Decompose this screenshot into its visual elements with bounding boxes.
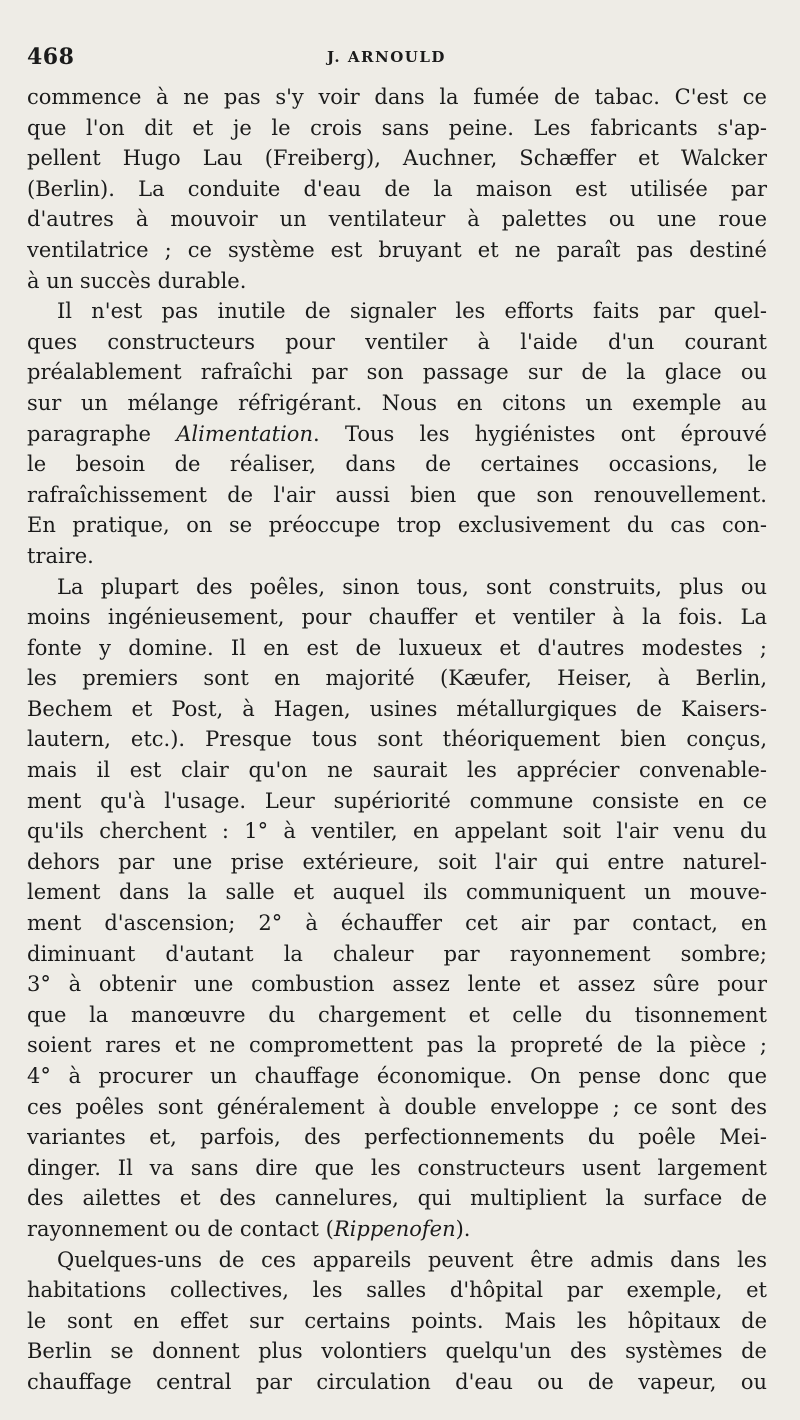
text-line: lautern, etc.). Presque tous sont théoriquement bien conçus, [27, 727, 767, 752]
text-line: que l'on dit et je le crois sans peine. Les fabricants s'ap- [27, 115, 767, 140]
paragraph [27, 82, 767, 296]
paragraph [27, 572, 767, 1245]
text-line: ventilatrice ; ce système est bruyant et ne paraît pas destiné [27, 237, 767, 262]
text-line: ques constructeurs pour ventiler à l'aide d'un courant [27, 329, 767, 354]
text-line: que la manœuvre du chargement et celle du tisonnement [27, 1002, 767, 1027]
text-line: les premiers sont en majorité (Kæufer, Heiser, à Berlin, [27, 666, 767, 691]
page-header [27, 44, 767, 74]
text-line: rayonnement ou de contact (Rippenofen). [27, 1216, 471, 1241]
text-line: Bechem et Post, à Hagen, usines métallurgiques de Kaisers- [27, 696, 767, 721]
text-line: dehors par une prise extérieure, soit l'air qui entre naturel- [27, 849, 767, 874]
text-line: dinger. Il va sans dire que les constructeurs usent largement [27, 1155, 767, 1180]
text-line: le sont en effet sur certains points. Mais les hôpitaux de [27, 1308, 767, 1333]
text-line: sur un mélange réfrigérant. Nous en citons un exemple au [27, 390, 767, 415]
text-line: habitations collectives, les salles d'hôpital par exemple, et [27, 1278, 767, 1303]
text-line: (Berlin). La conduite d'eau de la maison est utilisée par [27, 176, 767, 201]
text-line: variantes et, parfois, des perfectionnements du poêle Mei- [27, 1125, 767, 1150]
text-line: à un succès durable. [27, 268, 247, 293]
text-line: paragraphe Alimentation. Tous les hygiénistes ont éprouvé [27, 421, 767, 446]
text-line: rafraîchissement de l'air aussi bien que son renouvellement. [27, 482, 767, 507]
text-line: ment qu'à l'usage. Leur supériorité commune consiste en ce [27, 788, 767, 813]
text-line: 4° à procurer un chauffage économique. On pense donc que [27, 1064, 767, 1088]
text-line: traire. [27, 543, 94, 568]
text-line: 3° à obtenir une combustion assez lente et assez sûre pour [27, 972, 767, 997]
text-line: Quelques-uns de ces appareils peuvent être admis dans les [57, 1247, 767, 1272]
text-line: La plupart des poêles, sinon tous, sont construits, plus ou [57, 574, 767, 599]
text-line: qu'ils cherchent : 1° à ventiler, en appelant soit l'air venu du [27, 819, 767, 844]
text-line: pellent Hugo Lau (Freiberg), Auchner, Schæffer et Walcker [27, 146, 767, 171]
text-line: soient rares et ne compromettent pas la propreté de la pièce ; [27, 1033, 767, 1058]
text-line: Berlin se donnent plus volontiers quelqu'un des systèmes de [27, 1339, 767, 1364]
paragraph [27, 296, 767, 571]
text-line: diminuant d'autant la chaleur par rayonnement sombre; [27, 941, 767, 966]
text-line: moins ingénieusement, pour chauffer et ventiler à la fois. La [27, 605, 767, 630]
text-line: préalablement rafraîchi par son passage sur de la glace ou [27, 360, 767, 385]
text-line: le besoin de réaliser, dans de certaines occasions, le [27, 452, 767, 477]
text-line: Il n'est pas inutile de signaler les efforts faits par quel- [57, 299, 767, 324]
text-line: commence à ne pas s'y voir dans la fumée de tabac. C'est ce [27, 85, 767, 109]
paragraph [27, 1245, 767, 1398]
text-line: chauffage central par circulation d'eau ou de vapeur, ou [27, 1369, 767, 1394]
text-line: lement dans la salle et auquel ils communiquent un mouve- [27, 880, 767, 905]
page-number: 468 [27, 44, 75, 70]
text-line: mais il est clair qu'on ne saurait les apprécier convenable- [27, 758, 767, 783]
text-line: ment d'ascension; 2° à échauffer cet air par contact, en [27, 911, 767, 936]
text-line: d'autres à mouvoir un ventilateur à palettes ou une roue [27, 207, 767, 232]
running-head: J. ARNOULD [327, 48, 446, 66]
text-line: ces poêles sont généralement à double enveloppe ; ce sont des [27, 1094, 767, 1119]
text-line: des ailettes et des cannelures, qui multiplient la surface de [27, 1186, 767, 1211]
text-line: En pratique, on se préoccupe trop exclusivement du cas con- [27, 513, 767, 538]
text-line: fonte y domine. Il en est de luxueux et d'autres modestes ; [27, 635, 767, 660]
body-text [27, 82, 767, 1398]
